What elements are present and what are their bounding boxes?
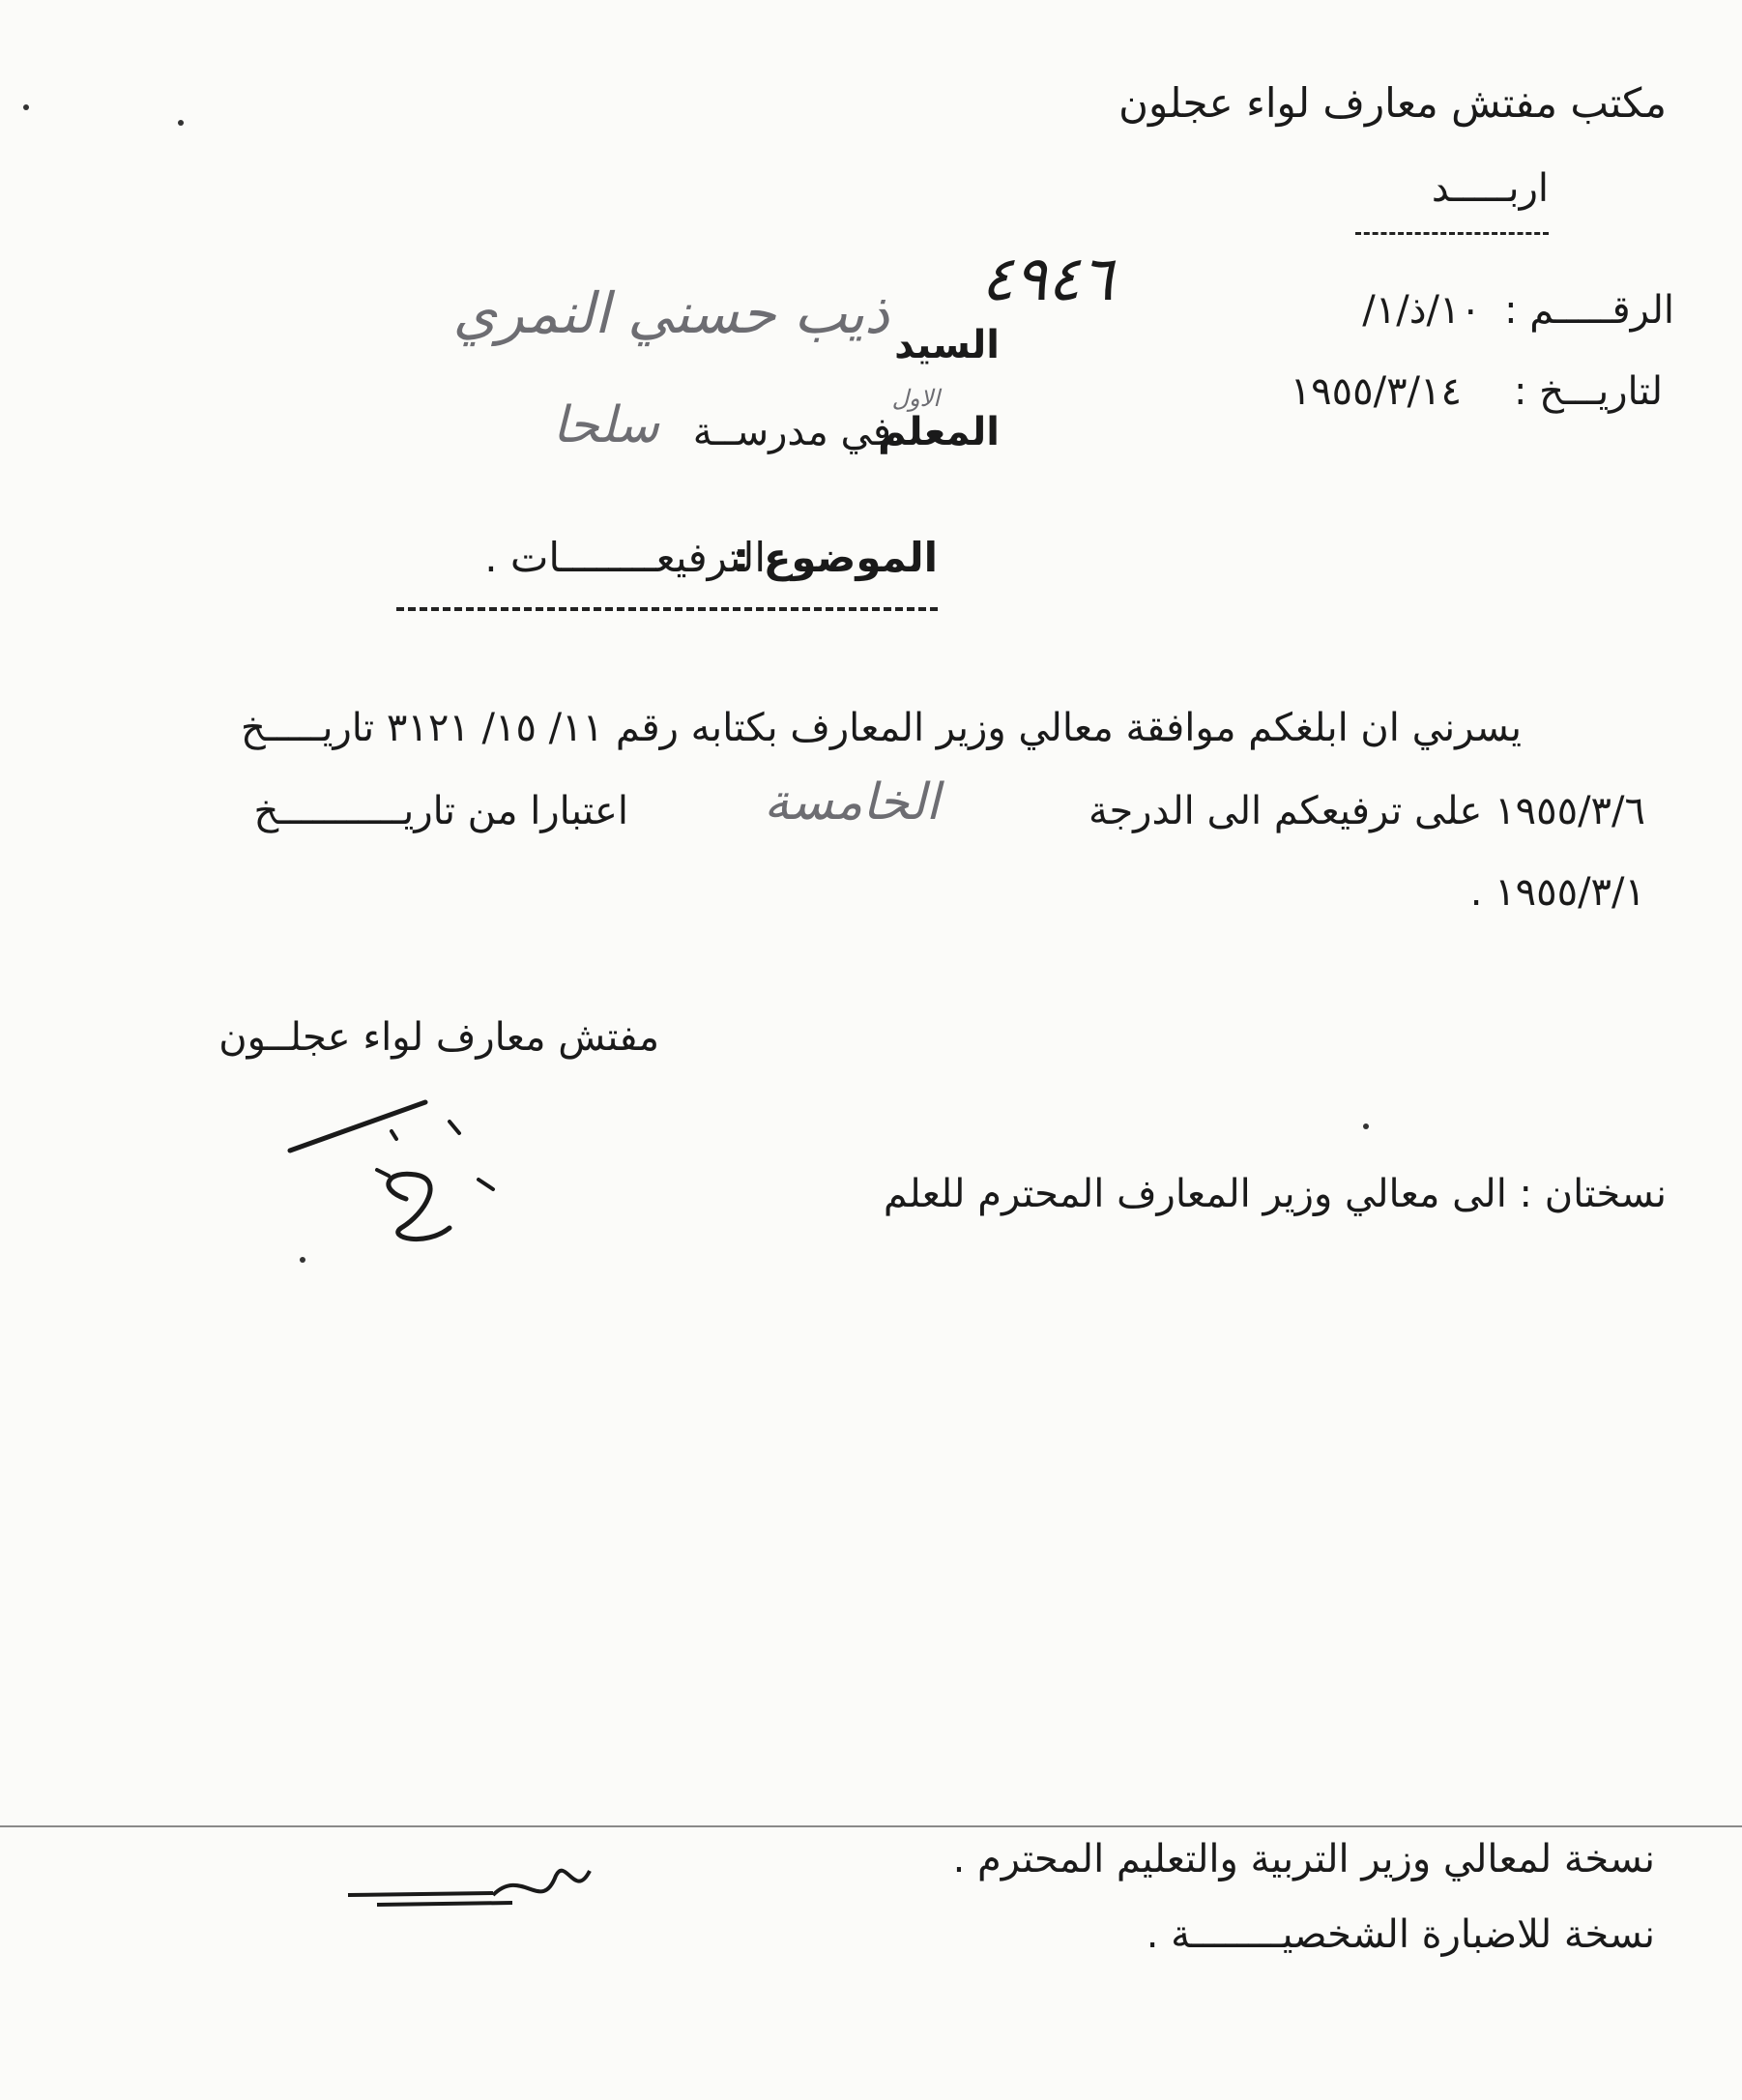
reference-date-label: لتاريـــخ : [1513,369,1663,414]
scan-speck [178,120,184,126]
scan-speck [1363,1123,1369,1129]
copies-line: نسختان : الى معالي وزير المعارف المحترم للعلم [883,1172,1667,1216]
body-line-3: ١٩٥٥/٣/١ . [1469,870,1645,915]
city-underline [1355,232,1549,235]
body-line-2-part-2: اعتبارا من تاريـــــــــــخ [253,789,628,833]
reference-number-handwritten: ٤٩٤٦ [980,244,1114,315]
body-grade-handwritten: الخامسة [764,773,940,831]
signature-scribble-icon [280,1083,532,1276]
recipient-title-label: السيد [894,323,1000,367]
letterhead-city: اربـــــد [1431,166,1549,211]
recipient-rank-handwritten: الاول [891,385,940,412]
recipient-school-handwritten: سلحا [552,396,659,454]
recipient-school-label: في مدرســة [692,410,891,454]
subject-underline [396,607,938,611]
scan-speck [300,1257,305,1263]
initials-signature-icon [338,1847,609,1934]
subject-value: الترفيعــــــــات . [484,534,766,581]
reference-date-value: ١٩٥٥/٣/١٤ [1290,369,1462,414]
reference-number-label: الرقـــــم : [1504,288,1674,333]
body-line-1: يسرني ان ابلغكم موافقة معالي وزير المعارف بكتابه رقم ١١/ ١٥/ ٣١٢١ تاريـــــخ [240,706,1522,750]
body-line-2-part-1: ١٩٥٥/٣/٦ على ترفيعكم الى الدرجة [1089,789,1645,833]
footer-divider [0,1825,1742,1827]
footer-copy-2: نسخة للاضبارة الشخصيــــــــة . [1146,1912,1655,1957]
subject-label: الموضوع : [733,534,938,581]
footer-copy-1: نسخة لمعالي وزير التربية والتعليم المحترم . [952,1837,1655,1881]
recipient-role-label: المعلم [878,410,1000,454]
scan-speck [23,104,29,110]
reference-number-value: ١٠/ذ/١/ [1362,288,1481,333]
signature-title: مفتش معارف لواء عجلــون [218,1015,659,1060]
recipient-name-handwritten: ذيب حسني النمري [452,280,889,346]
letterhead-office: مكتب مفتش معارف لواء عجلون [1118,79,1667,127]
